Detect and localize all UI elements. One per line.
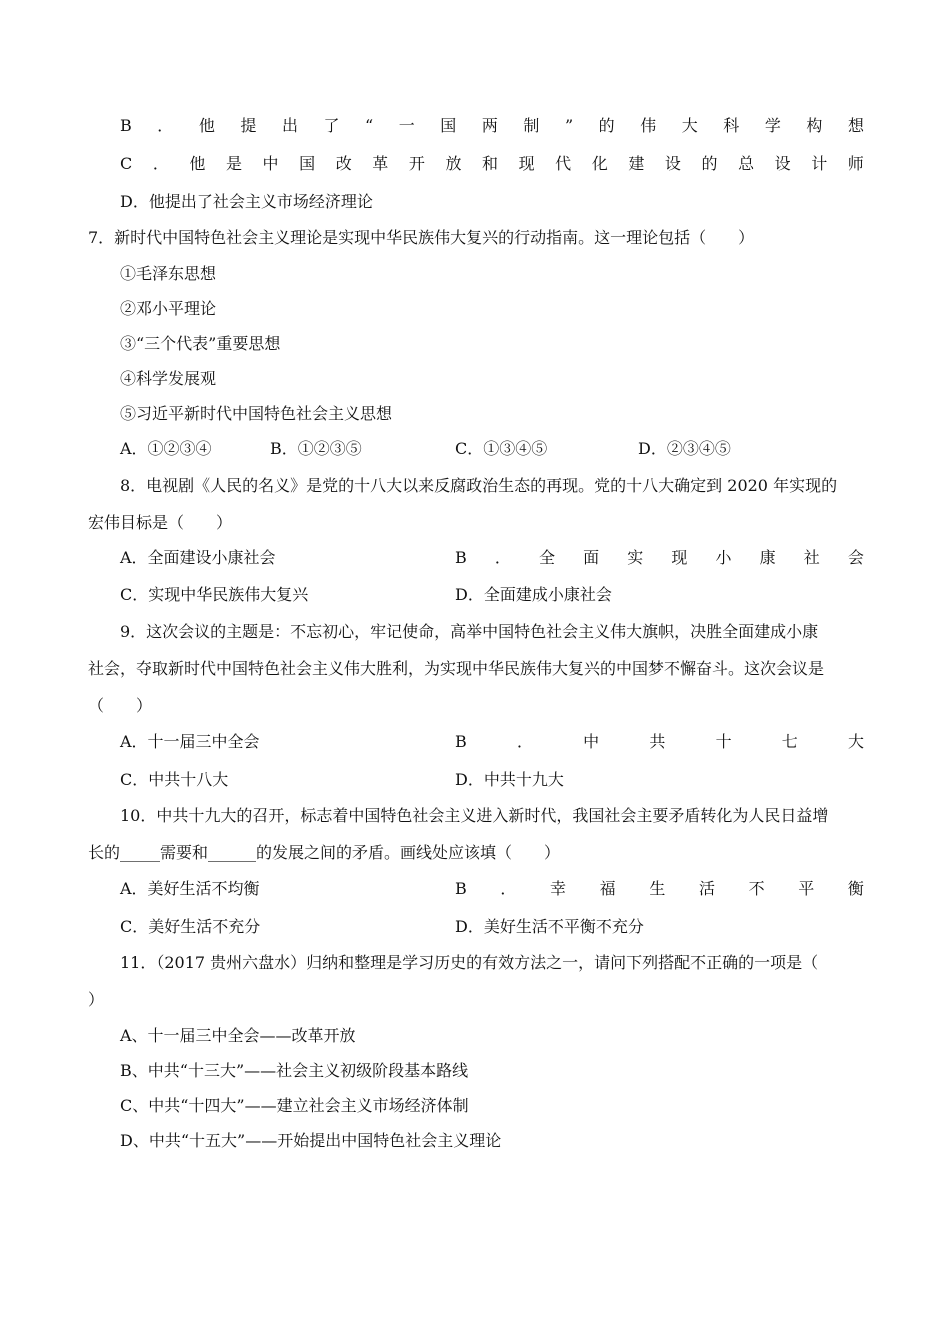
q8-option-b-char: 会 bbox=[847, 548, 864, 567]
q7-option-b: B．①②③⑤ bbox=[270, 439, 362, 458]
q6-option-b-char: 国 bbox=[440, 116, 457, 135]
q8-option-b-char: 小 bbox=[715, 548, 732, 567]
q6-option-c-char: 设 bbox=[664, 154, 681, 173]
q10-stem-line1: 10．中共十九大的召开，标志着中国特色社会主义进入新时代，我国社会主要矛盾转化为人民日益增 bbox=[120, 806, 829, 825]
q9-options-row1 bbox=[120, 730, 864, 754]
q9-option-b-char: 十 bbox=[715, 732, 732, 751]
q6-option-b-char: 他 bbox=[198, 116, 215, 135]
q7-item-4: ④科学发展观 bbox=[120, 369, 217, 388]
q10-option-b bbox=[455, 877, 864, 901]
q11-stem-line1: 11．（2017 贵州六盘水）归纳和整理是学习历史的有效方法之一，请问下列搭配不正确的一项是（ bbox=[120, 953, 819, 972]
q6-option-b-char: 提 bbox=[240, 116, 257, 135]
q6-option-c-char: 和 bbox=[482, 154, 499, 173]
q8-option-c: C．实现中华民族伟大复兴 bbox=[120, 585, 309, 604]
q9-stem-line3: （ ） bbox=[88, 696, 153, 715]
q10-stem-line2: 长的_____需要和______的发展之间的矛盾。画线处应该填（ ） bbox=[88, 843, 561, 862]
q10-option-b-char: 平 bbox=[798, 879, 815, 898]
q9-option-b-char: ． bbox=[516, 732, 533, 751]
q8-option-b-char: B bbox=[455, 548, 467, 567]
q6-option-c-char: 现 bbox=[518, 154, 535, 173]
q6-option-c-char: 革 bbox=[372, 154, 389, 173]
q10-option-b-char: 不 bbox=[748, 879, 765, 898]
q6-option-c-char: 化 bbox=[591, 154, 608, 173]
q8-option-b-char: 实 bbox=[627, 548, 644, 567]
q6-option-c-char: 建 bbox=[628, 154, 645, 173]
q10-option-a: A．美好生活不均衡 bbox=[120, 879, 260, 898]
q6-option-c-char: 他 bbox=[189, 154, 206, 173]
q6-option-c-char: 的 bbox=[701, 154, 718, 173]
q6-option-c-char: 师 bbox=[847, 154, 864, 173]
q9-option-b-char: 大 bbox=[847, 732, 864, 751]
q6-option-b-char: ． bbox=[157, 116, 174, 135]
q6-option-c bbox=[120, 152, 864, 176]
q9-option-b bbox=[455, 730, 864, 754]
q6-option-b bbox=[120, 114, 864, 138]
q8-option-b-char: 全 bbox=[539, 548, 556, 567]
q7-item-1: ①毛泽东思想 bbox=[120, 264, 217, 283]
q6-option-c-char: 设 bbox=[774, 154, 791, 173]
q8-option-b-char: 社 bbox=[803, 548, 820, 567]
q6-option-b-char: “ bbox=[365, 116, 374, 135]
q6-option-b-char: 想 bbox=[847, 116, 864, 135]
q10-option-c: C．美好生活不充分 bbox=[120, 917, 261, 936]
q11-option-c: C、中共“十四大”——建立社会主义市场经济体制 bbox=[120, 1096, 469, 1115]
q6-option-b-char: 制 bbox=[523, 116, 540, 135]
q10-option-d: D．美好生活不平衡不充分 bbox=[455, 917, 644, 936]
q6-option-c-char: C bbox=[120, 154, 133, 173]
q6-option-c-char: 放 bbox=[445, 154, 462, 173]
q7-item-2: ②邓小平理论 bbox=[120, 299, 217, 318]
q6-option-b-char: 出 bbox=[281, 116, 298, 135]
q8-stem-line1: 8．电视剧《人民的名义》是党的十八大以来反腐政治生态的再现。党的十八大确定到 2020 年实现的 bbox=[120, 476, 838, 495]
q7-stem: 7．新时代中国特色社会主义理论是实现中华民族伟大复兴的行动指南。这一理论包括（ ） bbox=[88, 228, 755, 247]
q8-options-row1 bbox=[120, 546, 864, 570]
q8-options-row2 bbox=[120, 583, 864, 607]
q6-option-c-char: 总 bbox=[738, 154, 755, 173]
q10-options-row1 bbox=[120, 877, 864, 901]
q10-options-row2 bbox=[120, 915, 864, 939]
q6-option-b-char: 两 bbox=[481, 116, 498, 135]
q7-option-d: D．②③④⑤ bbox=[638, 439, 731, 458]
q8-option-d: D．全面建成小康社会 bbox=[455, 585, 612, 604]
q8-option-b bbox=[455, 546, 864, 570]
q6-option-b-char: 构 bbox=[806, 116, 823, 135]
q9-options-row2 bbox=[120, 768, 864, 792]
q7-option-a: A．①②③④ bbox=[120, 439, 212, 458]
q10-option-b-char: 福 bbox=[599, 879, 616, 898]
q9-option-a: A．十一届三中全会 bbox=[120, 732, 260, 751]
q8-option-a: A．全面建设小康社会 bbox=[120, 548, 276, 567]
q9-option-d: D．中共十九大 bbox=[455, 770, 564, 789]
q9-option-b-char: B bbox=[455, 732, 467, 751]
q10-option-b-char: 幸 bbox=[550, 879, 567, 898]
q9-stem-line1: 9．这次会议的主题是：不忘初心，牢记使命，高举中国特色社会主义伟大旗帜，决胜全面建成小康 bbox=[120, 622, 819, 641]
q6-option-c-char: 计 bbox=[811, 154, 828, 173]
q10-option-b-char: 活 bbox=[698, 879, 715, 898]
q10-option-b-char: 衡 bbox=[847, 879, 864, 898]
q8-option-b-char: 康 bbox=[759, 548, 776, 567]
q11-option-a: A、十一届三中全会——改革开放 bbox=[120, 1026, 356, 1045]
q6-option-b-char: 的 bbox=[598, 116, 615, 135]
q6-option-b-char: B bbox=[120, 116, 132, 135]
q6-option-d: D．他提出了社会主义市场经济理论 bbox=[120, 192, 373, 211]
q6-option-c-char: 中 bbox=[262, 154, 279, 173]
q6-option-b-char: ” bbox=[564, 116, 574, 135]
q9-option-b-char: 七 bbox=[781, 732, 798, 751]
q10-option-b-char: B bbox=[455, 879, 467, 898]
q6-option-b-char: 一 bbox=[398, 116, 415, 135]
q6-option-b-char: 科 bbox=[723, 116, 740, 135]
q11-stem-line2: ） bbox=[88, 990, 105, 1009]
q9-option-b-char: 共 bbox=[649, 732, 666, 751]
q8-option-b-char: ． bbox=[494, 548, 511, 567]
q7-item-5: ⑤习近平新时代中国特色社会主义思想 bbox=[120, 404, 393, 423]
q11-option-b: B、中共“十三大”——社会主义初级阶段基本路线 bbox=[120, 1061, 469, 1080]
q6-option-c-char: 是 bbox=[225, 154, 242, 173]
q7-option-c: C．①③④⑤ bbox=[455, 439, 548, 458]
q6-option-b-char: 大 bbox=[681, 116, 698, 135]
q6-option-c-char: ． bbox=[152, 154, 169, 173]
q8-option-b-char: 现 bbox=[671, 548, 688, 567]
q11-option-d: D、中共“十五大”——开始提出中国特色社会主义理论 bbox=[120, 1131, 502, 1150]
q10-option-b-char: ． bbox=[500, 879, 517, 898]
q6-option-c-char: 开 bbox=[408, 154, 425, 173]
q10-option-b-char: 生 bbox=[649, 879, 666, 898]
q6-option-b-char: 伟 bbox=[640, 116, 657, 135]
q6-option-b-char: 学 bbox=[764, 116, 781, 135]
q7-item-3: ③“三个代表”重要思想 bbox=[120, 334, 281, 353]
q9-stem-line2: 社会，夺取新时代中国特色社会主义伟大胜利，为实现中华民族伟大复兴的中国梦不懈奋斗。这次会议是 bbox=[88, 659, 825, 678]
q8-option-b-char: 面 bbox=[583, 548, 600, 567]
q9-option-c: C．中共十八大 bbox=[120, 770, 229, 789]
q8-stem-line2: 宏伟目标是（ ） bbox=[88, 513, 233, 532]
q6-option-c-char: 改 bbox=[335, 154, 352, 173]
q6-option-b-char: 了 bbox=[323, 116, 340, 135]
q6-option-c-char: 国 bbox=[299, 154, 316, 173]
q6-option-c-char: 代 bbox=[555, 154, 572, 173]
q9-option-b-char: 中 bbox=[583, 732, 600, 751]
